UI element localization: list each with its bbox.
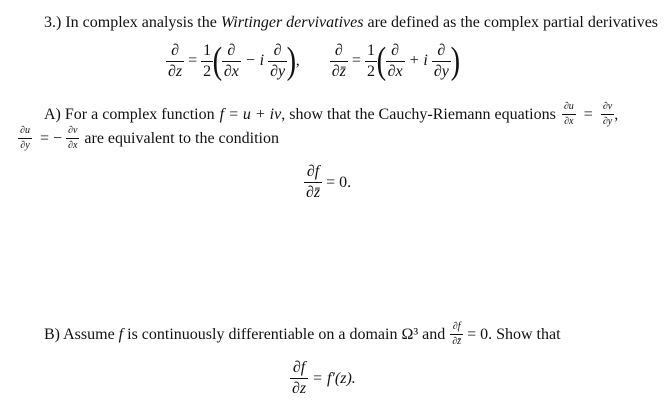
condition-equation: [304, 164, 351, 201]
dv-dx: $\frac{\partial v}{\partial x}$: [68, 125, 78, 151]
part-b-text-2: = 0. Show that: [467, 325, 561, 343]
function-definition: f = u + iv: [219, 105, 282, 123]
du-dx: $\frac{\partial u}{\partial x}$: [563, 101, 574, 127]
equals-sign: =: [188, 52, 198, 69]
part-b-text-1: is continuously differentiable on a domain Ω³ and: [127, 325, 446, 343]
wirtinger-definitions: [166, 42, 460, 80]
wirtinger-term: Wirtinger dervivatives: [220, 14, 364, 31]
intro-text-before: In complex analysis the: [65, 14, 217, 31]
plus-i: + i: [408, 52, 428, 69]
comma: ,: [614, 105, 619, 123]
half-fraction: $\frac{1}{2}$: [366, 41, 375, 80]
left-paren: (: [212, 40, 223, 82]
part-a-text-1: , show that the Cauchy-Riemann equations: [281, 105, 556, 123]
part-b-label: B) Assume: [44, 325, 115, 343]
left-paren: (: [376, 40, 387, 82]
equals-sign: =: [583, 105, 593, 123]
problem-intro: [44, 14, 658, 32]
equals-minus: = −: [39, 129, 62, 147]
function-f: f: [118, 325, 124, 343]
part-a-line-2: [18, 126, 279, 151]
dz-operator: $\frac{\partial}{\partial z}$: [168, 41, 183, 80]
right-paren: ): [286, 40, 297, 82]
problem-number: 3.): [44, 14, 62, 31]
intro-text-after: are defined as the complex partial derivatives: [367, 14, 659, 31]
df-dzbar: $\frac{\partial f}{\partial z̄}$: [306, 163, 321, 201]
dy-operator: $\frac{\partial}{\partial y}$: [433, 41, 449, 80]
minus-i: − i: [244, 52, 265, 69]
derivative-result: = f′(z).: [312, 369, 356, 387]
dzbar-operator: $\frac{\partial}{\partial z̄}$: [331, 41, 346, 80]
separator-comma: ,: [295, 52, 300, 69]
du-dy: $\frac{\partial u}{\partial y}$: [20, 125, 30, 151]
equals-zero: = 0.: [326, 173, 352, 191]
part-b-line: [44, 322, 561, 347]
right-paren: ): [450, 40, 460, 82]
part-a-text-2: are equivalent to the condition: [84, 129, 279, 147]
df-dz: $\frac{\partial f}{\partial z}$: [292, 359, 307, 397]
df-dzbar-inline: $\frac{\partial f}{\partial z̄}$: [452, 321, 462, 347]
dx-operator: $\frac{\partial}{\partial x}$: [387, 41, 403, 80]
half-fraction: $\frac{1}{2}$: [203, 41, 212, 80]
part-a-label: A) For a complex function: [44, 105, 215, 123]
result-equation: [290, 360, 356, 397]
part-a-line-1: [44, 102, 618, 127]
equals-sign: =: [351, 52, 361, 69]
dv-dy: $\frac{\partial v}{\partial y}$: [602, 101, 613, 127]
dx-operator: $\frac{\partial}{\partial x}$: [223, 41, 239, 80]
dy-operator: $\frac{\partial}{\partial y}$: [270, 41, 286, 80]
